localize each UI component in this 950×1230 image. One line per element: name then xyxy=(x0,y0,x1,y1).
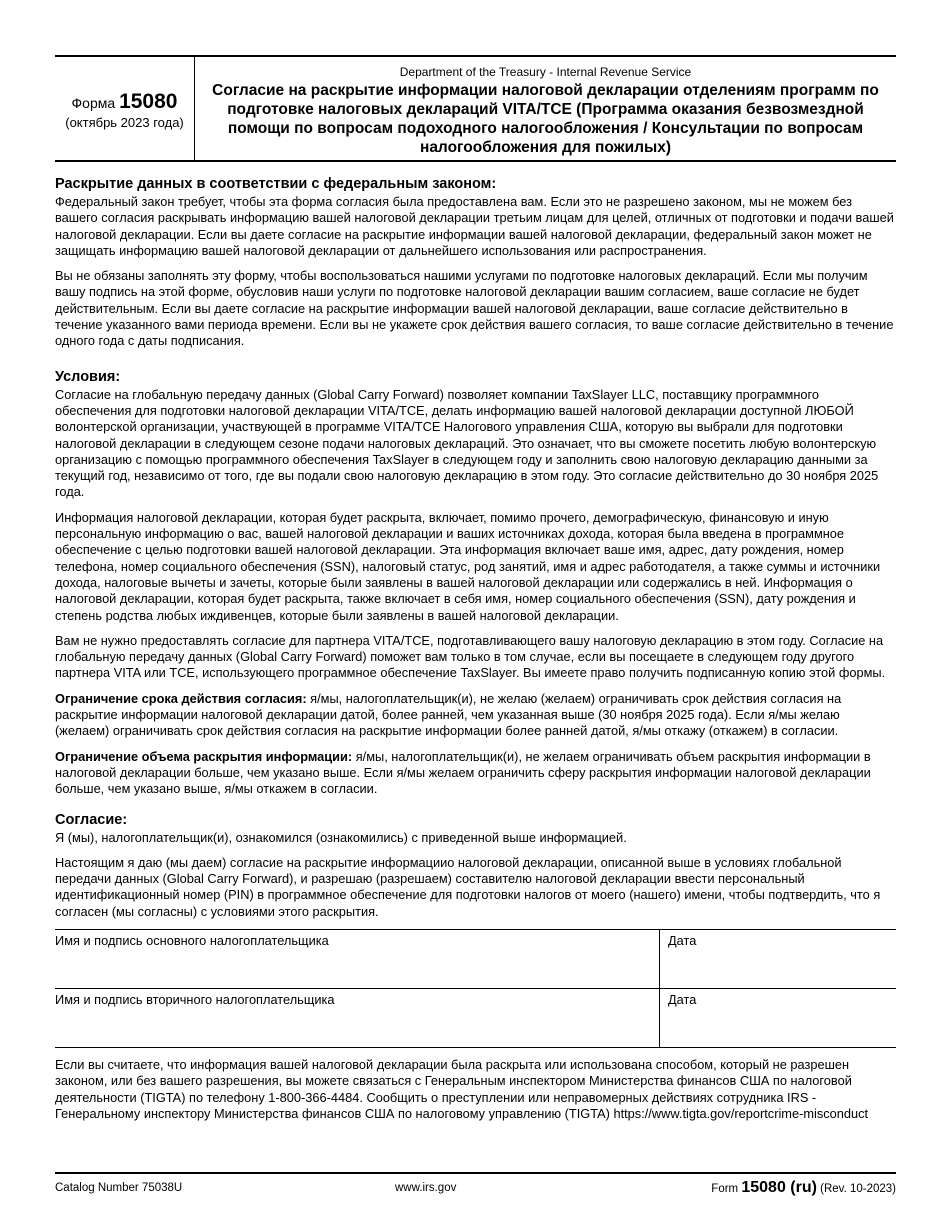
limit-duration-label: Ограничение срока действия согласия: xyxy=(55,690,307,706)
consent-paragraph-2: Настоящим я даю (мы даем) согласие на раскрытие информациио налоговой декларации, описанной выше в условиях глобальной передачи данных (Global Carry Forward), и разрешаю (разрешаем) составителю налоговой декларации ввести персональный идентификационный номер (PIN) в программное обеспечение для подготовки налогов от моего (нашего) имени, чтобы подтвердить, что я согласен (мы согласны) с условиями этого раскрытия. xyxy=(55,854,881,919)
agency-name: Department of the Treasury - Internal Revenue Service xyxy=(399,65,692,79)
limit-scope-text: я/мы, налогоплательщик(и), не желаем ограничивать объем раскрытия информации в налоговой декларации больше, чем указано выше. Если я/мы желаем ограничить сферу раскрытия информации налоговой декларации больше, чем указано выше, я/мы откажем в согласии. xyxy=(55,748,871,797)
consent-paragraph-1: Я (мы), налогоплательщик(и), ознакомился (ознакомились) с приведенной выше информацией. xyxy=(55,829,627,845)
limit-duration-paragraph xyxy=(55,691,896,740)
consent-heading: Согласие: xyxy=(55,811,128,828)
form-word: Форма xyxy=(71,95,116,111)
terms-paragraph-3: Вам не нужно предоставлять согласие для партнера VITA/TCE, подготавливающего вашу налоговую декларацию в этом году. Согласие на глобальную передачу данных (Global Carry Forward) поможет вам только в том случае, если вы посещаете в следующем году другого партнера VITA или TCE, использующего программное обеспечение TaxSlayer. Вы имеете право получить подписанную копию этой формы. xyxy=(55,632,886,681)
primary-date-field[interactable]: Дата xyxy=(660,929,897,988)
form-id-box xyxy=(55,57,195,160)
footer-form-code: 15080 (ru) xyxy=(741,1179,817,1196)
limit-scope-paragraph xyxy=(55,749,896,798)
disclosure-paragraph-1: Федеральный закон требует, чтобы эта форма согласия была предоставлена вам. Если это не разрешено законом, мы не можем без вашего согласия раскрывать информацию вашей налоговой декларации третьим лицам для целей, отличных от подготовки и подачи вашей налоговой декларации. Если вы даете согласие на раскрытие информации вашей налоговой декларации, федеральный закон может не защищать информацию вашей налоговой декларации от дальнейшего использования или распространения. xyxy=(55,194,894,258)
header-title-area xyxy=(195,57,896,157)
limit-scope-label: Ограничение объема раскрытия информации: xyxy=(55,748,353,764)
form-page xyxy=(55,55,896,1131)
terms-paragraph-1: Согласие на глобальную передачу данных (Global Carry Forward) позволяет компании TaxSlayer LLC, поставщику программного обеспечения для подготовки налоговой декларации VITA/TCE, делать информацию вашей налоговой декларации доступной ЛЮБОЙ волонтерской организации, участвующей в программе VITA/TCE Налогового управления США, которую вы выбрали для подготовки налоговой декларации в следующем сезоне подачи налоговых деклараций. Это означает, что вы сможете посетить любую волонтерскую организацию с помощью программного обеспечения TaxSlayer в следующем году и заполнить свою налоговую декларацию данными за текущий год, независимо от того, где вы подали свою налоговую декларацию в этом году. Это согласие действительно до 30 ноября 2025 года. xyxy=(55,386,879,500)
terms-paragraph-2: Информация налоговой декларации, которая будет раскрыта, включает, помимо прочего, демографическую, финансовую и иную персональную информацию о вас, вашей налоговой декларации и ваших источниках дохода, которая была введена в программное обеспечение с целью подготовки вашей налоговой декларации. Эта информация включает ваше имя, адрес, дату рождения, номер телефона, номер социального обеспечения (SSN), налоговый статус, род занятий, имя и адрес работодателя, а также суммы и источники дохода, налоговые вычеты и зачеты, которые были заявлены в вашей налоговой декларации или содержались в ней. Информация о налоговой декларации, которая будет раскрыта, также включает в себя имя, номер социального обеспечения (SSN), дату рождения и степень родства любых иждивенцев, которые были заявлены в вашей налоговой декларации. xyxy=(55,509,881,623)
disclosure-heading: Раскрытие данных в соответствии с федеральным законом: xyxy=(55,176,497,192)
form-header xyxy=(55,55,896,162)
primary-signature-field[interactable]: Имя и подпись основного налогоплательщика xyxy=(55,929,660,988)
form-number: 15080 xyxy=(119,90,178,113)
primary-signature-row xyxy=(55,929,896,988)
catalog-number: Catalog Number 75038U xyxy=(55,1182,183,1194)
terms-heading: Условия: xyxy=(55,368,121,385)
signature-table xyxy=(55,929,896,1048)
irs-website: www.irs.gov xyxy=(395,1182,457,1194)
form-date: (октябрь 2023 года) xyxy=(65,115,184,130)
secondary-signature-field[interactable]: Имя и подпись вторичного налогоплательщика xyxy=(55,988,660,1047)
limit-duration-text: я/мы, налогоплательщик(и), не желаю (желаем) ограничивать срок действия согласия на раскрытие информации налоговой декларации датой, более ранней, чем указанная выше (30 ноября 2025 года). Если я/мы желаю (желаем) ограничивать срок действия согласия на раскрытие информации более ранней датой, я/мы откажу (откажем) в согласии. xyxy=(55,690,842,739)
form-revision xyxy=(711,1179,896,1197)
footer-revision: (Rev. 10-2023) xyxy=(820,1183,896,1195)
form-title: Согласие на раскрытие информации налоговой декларации отделениям программ по подготовке налоговых деклараций VITA/TCE (Программа оказания безвозмездной помощи по вопросам подоходного налогообложения / Консультации по вопросам налогообложения для пожилых) xyxy=(212,82,879,156)
secondary-date-field[interactable]: Дата xyxy=(660,988,897,1047)
footer-form-word: Form xyxy=(711,1183,739,1195)
secondary-signature-row xyxy=(55,988,896,1047)
disclosure-paragraph-2: Вы не обязаны заполнять эту форму, чтобы воспользоваться нашими услугами по подготовке налоговых деклараций. Если мы получим вашу подпись на этой форме, обусловив наши услуги по подготовке налоговой декларации вашим согласием, ваше согласие не будет действительным. Если вы даете согласие на раскрытие информации вашей налоговой декларации, ваше согласие действительно в течение указанного вами периода времени. Если вы не укажете срок действия вашего согласия, то ваше согласие действительно в течение одного года с даты подписания. xyxy=(55,268,894,349)
tigta-notice: Если вы считаете, что информация вашей налоговой декларации была раскрыта или использована способом, который не разрешен законом, или без вашего разрешения, вы можете связаться с Генеральным инспектором Министерства финансов США по налоговой деятельности (TIGTA) по телефону 1-800-366-4484. Сообщить о преступлении или неправомерных действиях сотрудника IRS - Генеральному инспектору Министерства финансов США по налоговому управлению (TIGTA) https://www.tigta.gov/reportcrime-misconduct xyxy=(55,1056,869,1121)
page-footer xyxy=(55,1172,896,1202)
form-content xyxy=(55,162,896,1122)
